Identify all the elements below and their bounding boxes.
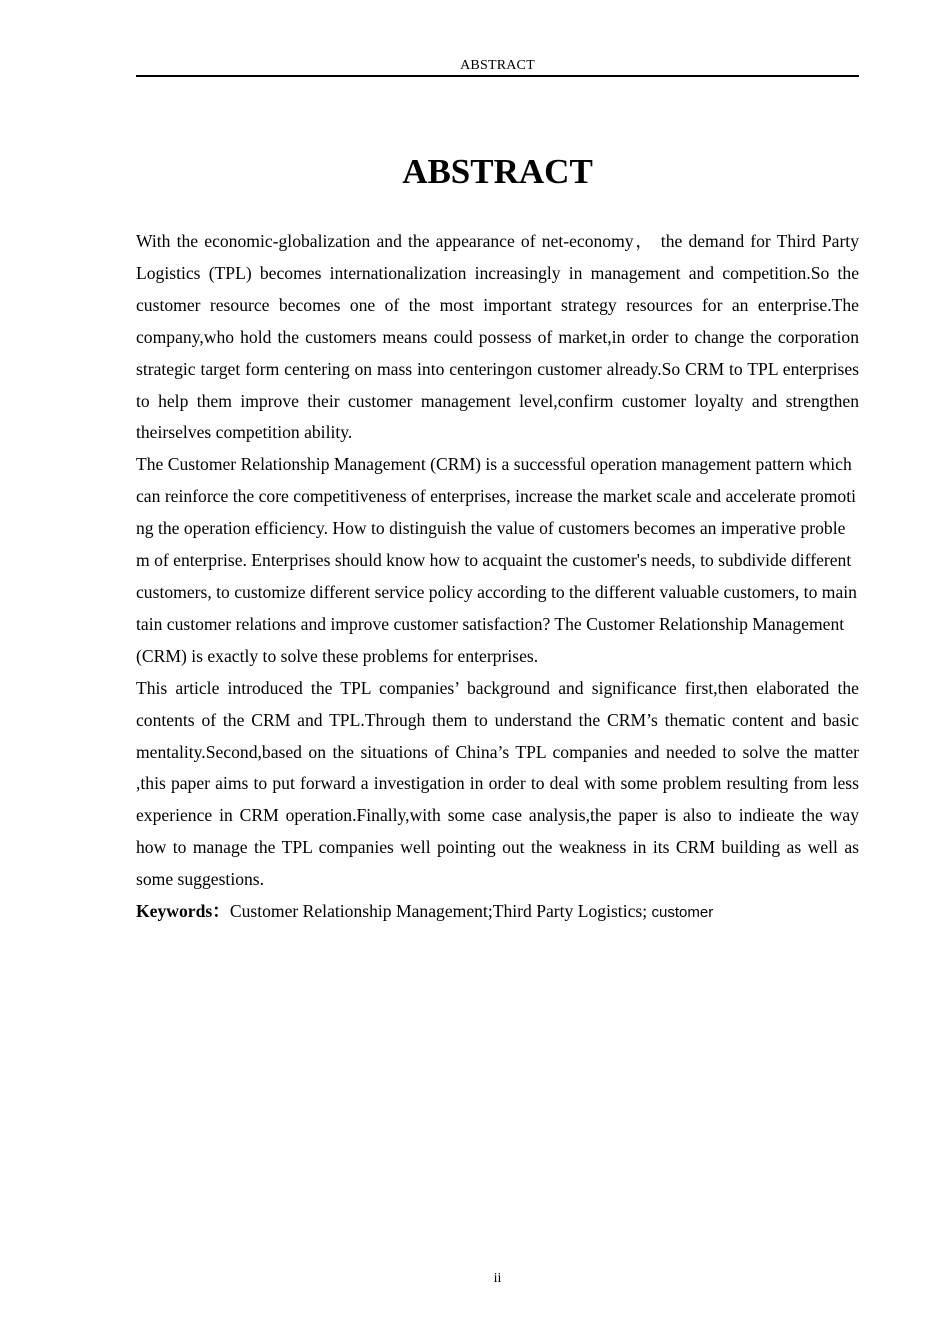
page-number: ii (493, 1271, 502, 1286)
running-header: ABSTRACT (460, 58, 535, 73)
abstract-paragraph-1: With the economic-globalization and the appearance of net-economy， the demand for Third Party Logistics (TPL) becomes internationalization increasingly in management and competition.So the customer resource becomes one of the most important strategy resources for an enterprise.The company,who hold the customers means could possess of market,in order to change the corporation strategic target form centering on mass into centeringon customer already.So CRM to TPL enterprises to help them improve their customer management level,confirm customer loyalty and strengthen theirselves competition ability. (136, 231, 859, 443)
header-rule (136, 75, 859, 77)
abstract-paragraph-2: The Customer Relationship Management (CRM) is a successful operation management pattern which can reinforce the core competitiveness of enterprises, increase the market scale and accelerate promoting the operation efficiency. How to distinguish the value of customers becomes an imperative problem of enterprise. Enterprises should know how to acquaint the customer's needs, to subdivide different customers, to customize different service policy according to the different valuable customers, to maintain customer relations and improve customer satisfaction? The Customer Relationship Management (CRM) is exactly to solve these problems for enterprises. (136, 454, 857, 666)
keywords-line (136, 896, 859, 929)
page-title: ABSTRACT (402, 152, 593, 191)
abstract-body (136, 226, 859, 929)
keywords-text: Customer Relationship Management;Third Party Logistics; (229, 901, 652, 922)
abstract-paragraph-3: This article introduced the TPL companies’ background and significance first,then elaborated the contents of the CRM and TPL.Through them to understand the CRM’s thematic content and basic mentality.Second,based on the situations of China’s TPL companies and needed to solve the matter ,this paper aims to put forward a investigation in order to deal with some problem resulting from less experience in CRM operation.Finally,with some case analysis,the paper is also to indieate the way how to manage the TPL companies well pointing out the weakness in its CRM building as well as some suggestions. (136, 677, 859, 890)
keywords-tail: customer (651, 904, 714, 922)
keywords-label: Keywords： (136, 901, 230, 922)
